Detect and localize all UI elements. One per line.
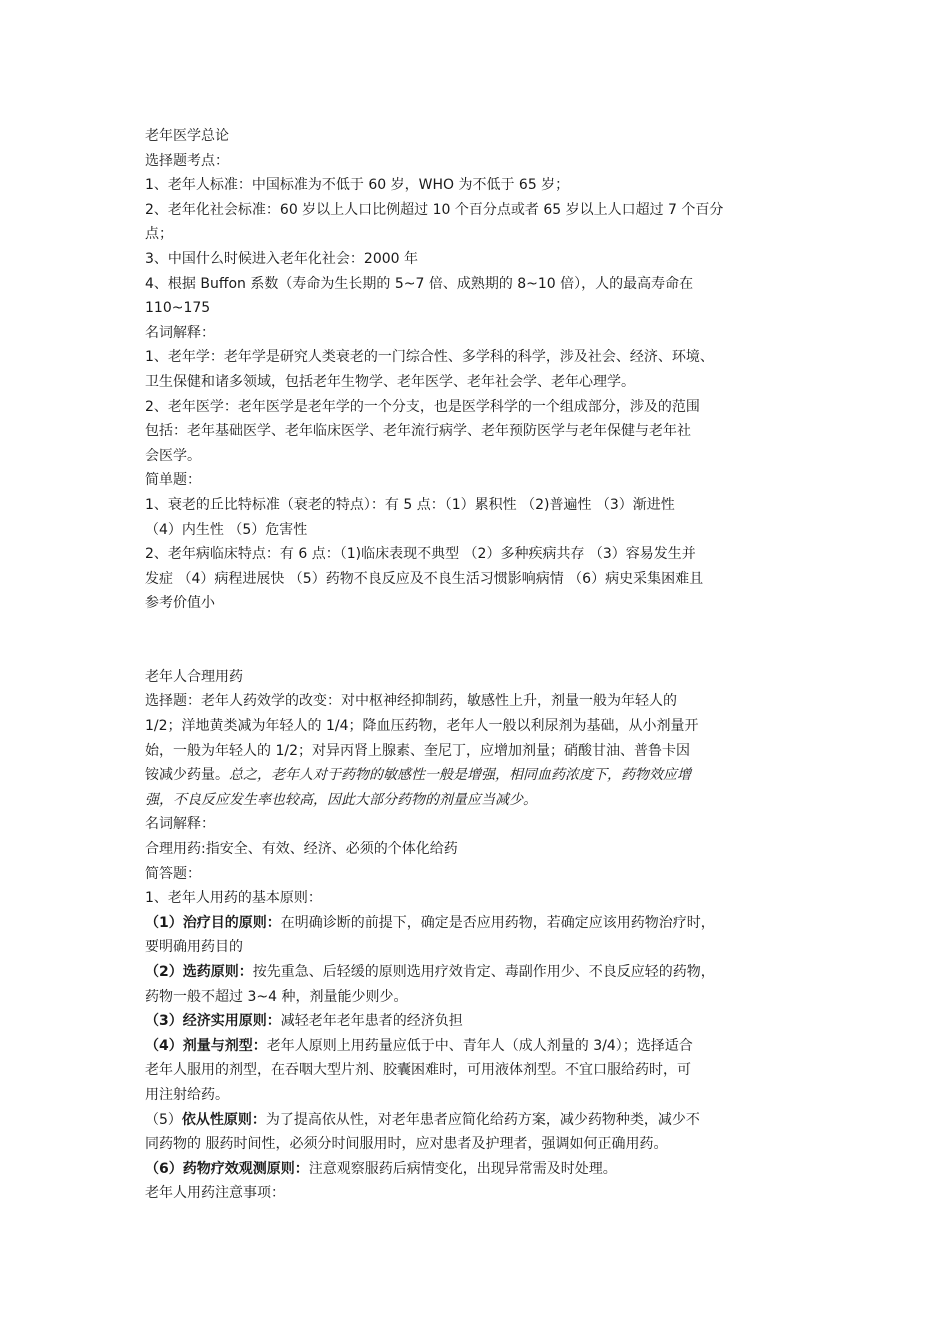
- text-line: 参考价值小: [145, 595, 215, 612]
- text-line: 始，一般为年轻人的 1/2；对异丙肾上腺素、奎尼丁，应增加剂量；硝酸甘油、普鲁卡因: [145, 742, 690, 759]
- principle-text: 按先重急、后轻缓的原则选用疗效肯定、毒副作用少、不良反应轻的药物，: [252, 964, 715, 980]
- text-line: 包括：老年基础医学、老年临床医学、老年流行病学、老年预防医学与老年保健与老年社: [145, 423, 691, 440]
- section-spacer: [145, 616, 822, 665]
- text-line: 卫生保健和诸多领域，包括老年生物学、老年医学、老年社会学、老年心理学。: [145, 373, 635, 390]
- text-line: 2、老年医学：老年医学是老年学的一个分支，也是医学科学的一个组成部分，涉及的范围: [145, 398, 700, 415]
- text-line: 合理用药:指安全、有效、经济、必须的个体化给药: [145, 841, 458, 858]
- principle-label: （3）经济实用原则：: [145, 1013, 281, 1030]
- principle-5: [145, 1108, 822, 1133]
- text-line: 2、老年化社会标准：60 岁以上人口比例超过 10 个百分点或者 65 岁以上人口超过 7 个百分: [145, 201, 724, 218]
- subheading: 选择题考点：: [145, 152, 229, 169]
- subheading: 简答题：: [145, 865, 201, 882]
- principle-3: [145, 1009, 822, 1034]
- principle-2: [145, 960, 822, 985]
- principle-prefix: （5）: [145, 1111, 182, 1128]
- text-run: 铵减少药量。: [145, 767, 229, 784]
- text-line: 点；: [145, 226, 173, 243]
- text-line: 1/2；洋地黄类减为年轻人的 1/4；降血压药物，老年人一般以利尿剂为基础，从小剂量开: [145, 718, 699, 735]
- text-line: 1、衰老的丘比特标准（衰老的特点）：有 5 点：（1）累积性 （2)普遍性 （3）渐进性: [145, 496, 675, 513]
- text-line: 1、老年学：老年学是研究人类衰老的一门综合性、多学科的科学，涉及社会、经济、环境、: [145, 349, 714, 366]
- principle-4: [145, 1034, 822, 1059]
- principle-label: 依从性原则：: [181, 1111, 266, 1128]
- text-line: （4）内生性 （5）危害性: [145, 521, 308, 538]
- principle-6: [145, 1157, 822, 1182]
- text-line: 要明确用药目的: [145, 939, 243, 956]
- text-line: 3、中国什么时候进入老年化社会：2000 年: [145, 250, 418, 267]
- principle-1: [145, 911, 822, 936]
- text-line: 发症 （4）病程进展快 （5）药物不良反应及不良生活习惯影响病情 （6）病史采集困难且: [145, 570, 704, 587]
- section-title: 老年人合理用药: [145, 668, 243, 685]
- principle-text: 减轻老年老年患者的经济负担: [280, 1013, 463, 1030]
- text-line: 老年人服用的剂型，在吞咽大型片剂、胶囊困难时，可用液体剂型。不宜口服给药时，可: [145, 1062, 691, 1079]
- text-line: 选择题：老年人药效学的改变：对中枢神经抑制药，敏感性上升，剂量一般为年轻人的: [145, 693, 677, 710]
- subheading: 名词解释：: [145, 816, 215, 833]
- subheading: 简单题：: [145, 472, 201, 489]
- principle-label: （6）药物疗效观测原则：: [145, 1160, 309, 1177]
- principle-label: （4）剂量与剂型：: [145, 1037, 267, 1054]
- text-line: 110~175: [145, 300, 211, 317]
- text-line: 会医学。: [145, 447, 201, 464]
- text-line: 1、老年人标准：中国标准为不低于 60 岁，WHO 为不低于 65 岁；: [145, 177, 570, 194]
- subheading: 老年人用药注意事项：: [145, 1185, 285, 1202]
- text-line: 药物一般不超过 3~4 种，剂量能少则少。: [145, 988, 408, 1005]
- principle-text: 为了提高依从性，对老年患者应简化给药方案，减少药物种类，减少不: [265, 1111, 700, 1128]
- text-line: 1、老年人用药的基本原则：: [145, 890, 322, 907]
- text-line: 2、老年病临床特点：有 6 点：（1)临床表现不典型 （2）多种疾病共存 （3）容易发生并: [145, 546, 696, 563]
- principle-text: 老年人原则上用药量应低于中、青年人（成人剂量的 3/4）；选择适合: [266, 1037, 693, 1054]
- text-line: 4、根据 Buffon 系数（寿命为生长期的 5~7 倍、成熟期的 8~10 倍），人的最高寿命在: [145, 275, 694, 292]
- text-line: [145, 763, 822, 788]
- italic-summary: 强，不良反应发生率也较高，因此大部分药物的剂量应当减少。: [145, 791, 537, 808]
- text-line: 用注射给药。: [145, 1086, 229, 1103]
- principle-text: 注意观察服药后病情变化，出现异常需及时处理。: [308, 1160, 617, 1177]
- principle-text: 在明确诊断的前提下，确定是否应用药物，若确定应该用药物治疗时，: [280, 914, 715, 931]
- text-line: 同药物的 服药时间性，必须分时间服用时，应对患者及护理者，强调如何正确用药。: [145, 1136, 668, 1153]
- section-title: 老年医学总论: [145, 128, 229, 144]
- subheading: 名词解释：: [145, 324, 215, 341]
- italic-summary: 总之，老年人对于药物的敏感性一般是增强，相同血药浓度下，药物效应增: [229, 767, 691, 784]
- principle-label: （2）选药原则：: [145, 964, 253, 980]
- principle-label: （1）治疗目的原则：: [145, 914, 281, 931]
